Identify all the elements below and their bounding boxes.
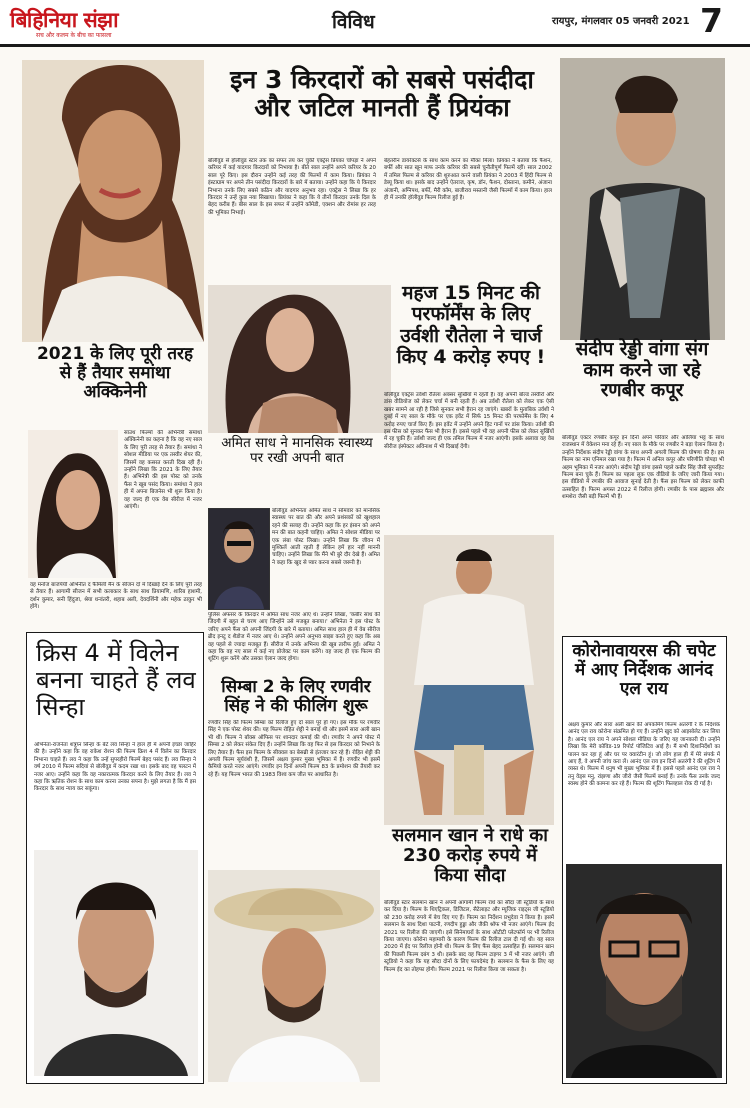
masthead	[0, 0, 750, 47]
urvashi-headline: महज 15 मिनट की परफॉर्मेंस के लिए उर्वशी रौतेला ने चार्ज किए 4 करोड़ रुपए !	[396, 282, 546, 368]
priyanka-photo	[22, 60, 204, 342]
priyanka-headline: इन 3 किरदारों को सबसे पसंदीदा और जटिल मानती हैं प्रियंका	[230, 65, 534, 122]
ranbir-body: बॉलीवुड एक्टर रणबीर कपूर इन दिनों अपने परिवार और आलिया भट्ट के साथ राजस्थान में वेकेशन मना रहे हैं। नए साल के मौके पर रणबीर ने बड़ा ऐलान किया है। उन्होंने निर्देशक संदीप रेड्डी वांगा के साथ अपनी अगली फिल्म की घोषणा की है। इस फिल्म का नाम एनिमल रखा गया है। फिल्म में अनिल कपूर और परिणीति चोपड़ा भी अहम भूमिका में नजर आएंगे। संदीप रेड्डी वांगा इससे पहले कबीर सिंह जैसी सुपरहिट फिल्म बना चुके हैं। फिल्म का पहला लुक एक वीडियो के जरिए जारी किया गया। इस वीडियो में रणबीर की आवाज सुनाई देती है। फैंस इस फिल्म को लेकर काफी उत्साहित हैं। फिल्म अगस्त 2022 में रिलीज होगी। रणबीर के पास ब्रह्मास्त्र और शमशेरा जैसी बड़ी फिल्में भी हैं।	[562, 435, 724, 501]
samantha-headline: 2021 के लिए पूरी तरह से हैं तैयार समांथा अक्किनेनी	[36, 344, 194, 403]
logo-tagline: सच और कलम के बीच का फासला	[36, 32, 112, 39]
ranveer-photo	[208, 870, 380, 1082]
samantha-photo	[28, 430, 118, 578]
priyanka-body-right: बेहतरीन डायरेक्टर्स के साथ काम करने का मौका मिला। प्रियंका ने बताया कि फैशन, बर्फी और सात खून माफ उनके करियर की सबसे चुनौतीपूर्ण फिल्में रहीं। साल 2002 में तमिल फिल्म से करियर की शुरुआत करने वाली प्रियंका ने 2003 में हिंदी फिल्म से डेब्यू किया था। इसके बाद उन्होंने ऐतराज, कृष, डॉन, फैशन, दोस्ताना, कमीने, अंजाना अंजानी, अग्निपथ, बर्फी, मैरी कॉम, बाजीराव मस्तानी जैसी फिल्मों में काम किया। हाल ही में उनकी हॉलीवुड फिल्म रिलीज हुई है।	[384, 158, 552, 202]
anand-body: अक्षय कुमार और सारा अली खान की अपकमिंग फिल्म अतरंगी रे के निर्देशक आनंद एल राय कोरोना संक्रमित हो गए हैं। उन्होंने खुद को आइसोलेट कर लिया है। आनंद एल राय ने अपने सोशल मीडिया के जरिए यह जानकारी दी। उन्होंने लिखा कि मेरी कोविड-19 रिपोर्ट पॉजिटिव आई है। मैं सभी दिशानिर्देशों का पालन कर रहा हूं और घर पर क्वारंटीन हूं। जो लोग हाल ही में मेरे संपर्क में आए हैं, वे अपनी जांच करा लें। आनंद एल राय इन दिनों अतरंगी रे की शूटिंग में व्यस्त थे। फिल्म में धनुष भी मुख्य भूमिका में हैं। इससे पहले आनंद एल राय ने तनु वेड्स मनु, रांझणा और जीरो जैसी फिल्में बनाई हैं। उनके फैंस उनके जल्द स्वस्थ होने की कामना कर रहे हैं। फिल्म की शूटिंग फिलहाल रोक दी गई है।	[568, 722, 720, 788]
kris-body: अभिनेता-राजनेता शत्रुघ्न सिन्हा के बेटे लव सिन्हा ने हाल ही में अपनी इच्छा जाहिर की है। उन्होंने कहा कि वह राकेश रोशन की फिल्म क्रिश 4 में विलेन का किरदार निभाना चाहते हैं। लव ने कहा कि उन्हें सुपरहीरो फिल्में बेहद पसंद हैं। लव सिन्हा ने वर्ष 2010 में फिल्म सदियां से बॉलीवुड में कदम रखा था। इसके बाद वह पलटन में नजर आए। उन्होंने कहा कि वह नकारात्मक किरदार करने के लिए तैयार हैं। लव ने कहा कि ऋतिक रोशन के साथ काम करना उनका सपना है। मुझे लगता है कि मैं इस किरदार के साथ न्याय कर सकूंगा।	[34, 742, 196, 793]
samantha-body-bottom: वह मनोज बाजपेयी अभिनीत द फैमिली मैन के सीजन दो में दिखाई देने के लिए पूरी तरह से तैयार हैं। आगामी सीजन में सभी कलाकार के साथ साथ प्रियामणि, शारिब हाशमी, दर्शन कुमार, सनी हिंदुजा, श्रेया धन्वंतरी, शहाब अली, देवदर्शिनी और महेक ठाकुर भी होंगे।	[30, 582, 202, 611]
dateline: रायपुर, मंगलवार 05 जनवरी 2021	[552, 16, 690, 27]
amit-body: बॉलीवुड अभिनेता अमित साध ने सोमवार को मानसिक स्वास्थ्य पर बात की और अपने प्रशंसकों को खुशहाल रहने की सलाह दी। उन्होंने कहा कि हर इंसान को अपने मन की बात कहनी चाहिए। अमित ने सोशल मीडिया पर एक लंबा पोस्ट लिखा। उन्होंने लिखा कि जीवन में मुश्किलें आती रहती हैं लेकिन हमें हार नहीं माननी चाहिए। उन्होंने लिखा कि मैंने भी बुरे दौर देखे हैं। अमित ने कहा कि खुद से प्यार करना सबसे जरूरी है।	[272, 508, 380, 566]
section-name: विविध	[332, 11, 375, 33]
amit-photo	[208, 508, 270, 610]
urvashi-body: बॉलीवुड एक्ट्रेस उर्वशी रौतेला अक्सर सुर्खियों में रहती हैं। वह अपनी बोल्ड तस्वीरों और डांस वीडियोज को लेकर चर्चा में बनी रहती हैं। अब उर्वशी रौतेला को लेकर एक ऐसी खबर सामने आ रही है जिसे सुनकर सभी हैरान रह जाएंगे। खबरों के मुताबिक उर्वशी ने दुबई में नए साल के मौके पर एक इवेंट में सिर्फ 15 मिनट की परफॉर्मेंस के लिए 4 करोड़ रुपए चार्ज किए हैं। इस इवेंट में उन्होंने अपने हिट गानों पर डांस किया। उर्वशी की इस फीस को सुनकर फैंस भी हैरान हैं। इससे पहले भी वह अपनी फीस को लेकर सुर्खियों में रह चुकी हैं। उर्वशी जल्द ही एक तमिल फिल्म में नजर आएंगी। इसके अलावा वह वेब सीरीज इंस्पेक्टर अविनाश में भी दिखाई देंगी।	[384, 392, 554, 450]
amit-body-bottom: पुलिस अफसर के किरदार में अमित साध नजर आए थे। उन्होंने लिखा, 'कबीर साध की जिंदगी में बहुत से चरण आए जिन्होंने उसे मजबूत बनाया।' अभिनेता ने इस पोस्ट के जरिए अपने फैंस को अपनी जिंदगी के बारे में बताया। अमित साध हाल ही में वेब सीरीज ब्रीद इनटू द शैडोज में नजर आए थे। उन्होंने अपने अनुभव साझा करते हुए कहा कि अब वह पहले से ज्यादा मजबूत हैं। सीरीज में उनके अभिनय की खूब तारीफ हुई। अमित ने कहा कि वह नए साल में कई नए प्रोजेक्ट पर काम करेंगे। वह जल्द ही एक फिल्म की शूटिंग शुरू करेंगे और उसका ऐलान जल्द होगा।	[208, 612, 380, 663]
kris-headline: क्रिस 4 में विलेन बनना चाहते हैं लव सिन्हा	[36, 639, 196, 721]
ranbir-headline: संदीप रेड्डी वांगा संग काम करने जा रहे रणबीर कपूर	[575, 339, 709, 402]
priyanka-body-left: बॉलीवुड से हॉलीवुड स्टार तक का सफर तय कर चुकी एक्ट्रेस प्रियंका चोपड़ा ने अपने करियर में कई यादगार किरदारों को निभाया है। बीते साल उन्होंने अपने करियर के 20 साल पूरे किए। इस दौरान उन्होंने कई तरह की फिल्मों में काम किया। प्रियंका ने इंस्टाग्राम पर अपने तीन पसंदीदा किरदारों के बारे में बताया। उन्होंने कहा कि ये किरदार निभाना उनके लिए सबसे कठिन और यादगार अनुभव रहा। एक्ट्रेस ने लिखा कि हर किरदार ने उन्हें कुछ नया सिखाया। प्रियंका ने कहा कि ये तीनों किरदार उनके दिल के बेहद करीब हैं। बीस साल के इस सफर में उन्होंने कॉमेडी, एक्शन और रोमांस हर तरह की भूमिका निभाई।	[208, 158, 376, 216]
urvashi-photo	[208, 285, 391, 433]
ranbir-photo	[560, 58, 725, 340]
anand-headline: कोरोनावायरस की चपेट में आए निर्देशक आनंद एल राय	[572, 641, 716, 700]
amit-headline: अमित साध ने मानसिक स्वास्थ्य पर रखी अपनी बात	[221, 435, 373, 467]
love-sinha-photo	[34, 850, 198, 1076]
salman-body: बॉलीवुड स्टार सलमान खान ने अपनी आगामी फिल्म राधे का सौदा जी स्टूडियो के साथ कर दिया है। फिल्म के थिएट्रिकल, डिजिटल, सैटेलाइट और म्यूजिक राइट्स जी स्टूडियो को 230 करोड़ रुपये में बेच दिए गए हैं। फिल्म का निर्देशन प्रभुदेवा ने किया है। इसमें सलमान के साथ दिशा पाटनी, रणदीप हुड्डा और जैकी श्रॉफ भी नजर आएंगे। फिल्म ईद 2021 पर रिलीज की जाएगी। इसे सिनेमाघरों के साथ ओटीटी प्लेटफॉर्म पर भी रिलीज किया जाएगा। कोरोना महामारी के कारण फिल्म की रिलीज टाल दी गई थी। यह साल 2020 में ईद पर रिलीज होनी थी। फिल्म के लिए फैंस बेहद उत्साहित हैं। सलमान खान की पिछली फिल्म दबंग 3 थी। इसके बाद वह फिल्म टाइगर 3 में भी नजर आएंगे। जी स्टूडियो ने कहा कि यह सौदा दोनों के लिए फायदेमंद है। सलमान के फैंस के लिए यह फिल्म ईद का तोहफा होगी। फिल्म 2021 पर रिलीज किया जा सकता है।	[384, 900, 554, 973]
simmba-headline: सिम्बा 2 के लिए रणवीर सिंह ने की फीलिंग शुरू	[221, 677, 371, 717]
logo-text: बिहिनिया संझा	[10, 7, 119, 32]
page-number: 7	[700, 1, 723, 40]
salman-photo	[384, 535, 554, 825]
simmba-body: रणवीर सिंह की फिल्म सिम्बा को रिलीज हुए दो साल पूरे हो गए। इस मौके पर रणवीर सिंह ने एक पोस्ट शेयर की। यह फिल्म रोहित शेट्टी ने बनाई थी और इसमें सारा अली खान भी थीं। फिल्म ने बॉक्स ऑफिस पर शानदार कमाई की थी। रणवीर ने अपने पोस्ट में सिम्बा 2 को लेकर संकेत दिए हैं। उन्होंने लिखा कि वह फिर से इस किरदार को निभाने के लिए तैयार हैं। फैंस इस फिल्म के सीक्वल का बेसब्री से इंतजार कर रहे हैं। रोहित शेट्टी की अगली फिल्म सूर्यवंशी है, जिसमें अक्षय कुमार मुख्य भूमिका में हैं। रणवीर भी इसमें कैमियो करते नजर आएंगे। रणवीर इन दिनों अपनी फिल्म 83 के प्रमोशन की तैयारी कर रहे हैं। यह फिल्म भारत की 1983 विश्व कप जीत पर आधारित है।	[208, 720, 380, 778]
anand-photo	[566, 864, 722, 1078]
newspaper-logo	[10, 6, 118, 34]
samantha-body: साउथ फिल्मों की अभिनेत्री समांथा अक्किनेनी का कहना है कि वह नए साल के लिए पूरी तरह से तैयार हैं। समांथा ने सोशल मीडिया पर एक तस्वीर शेयर की, जिसमें वह कसरत करती दिख रही हैं। उन्होंने लिखा कि 2021 के लिए तैयार हैं। अभिनेत्री की इस पोस्ट को उनके फैंस ने खूब पसंद किया। समांथा ने हाल ही में अपना बिजनेस भी शुरू किया है। वह जल्द ही एक वेब सीरीज में नजर आएंगी।	[124, 430, 202, 511]
salman-headline: सलमान खान ने राधे का 230 करोड़ रुपये में किया सौदा	[392, 825, 548, 887]
